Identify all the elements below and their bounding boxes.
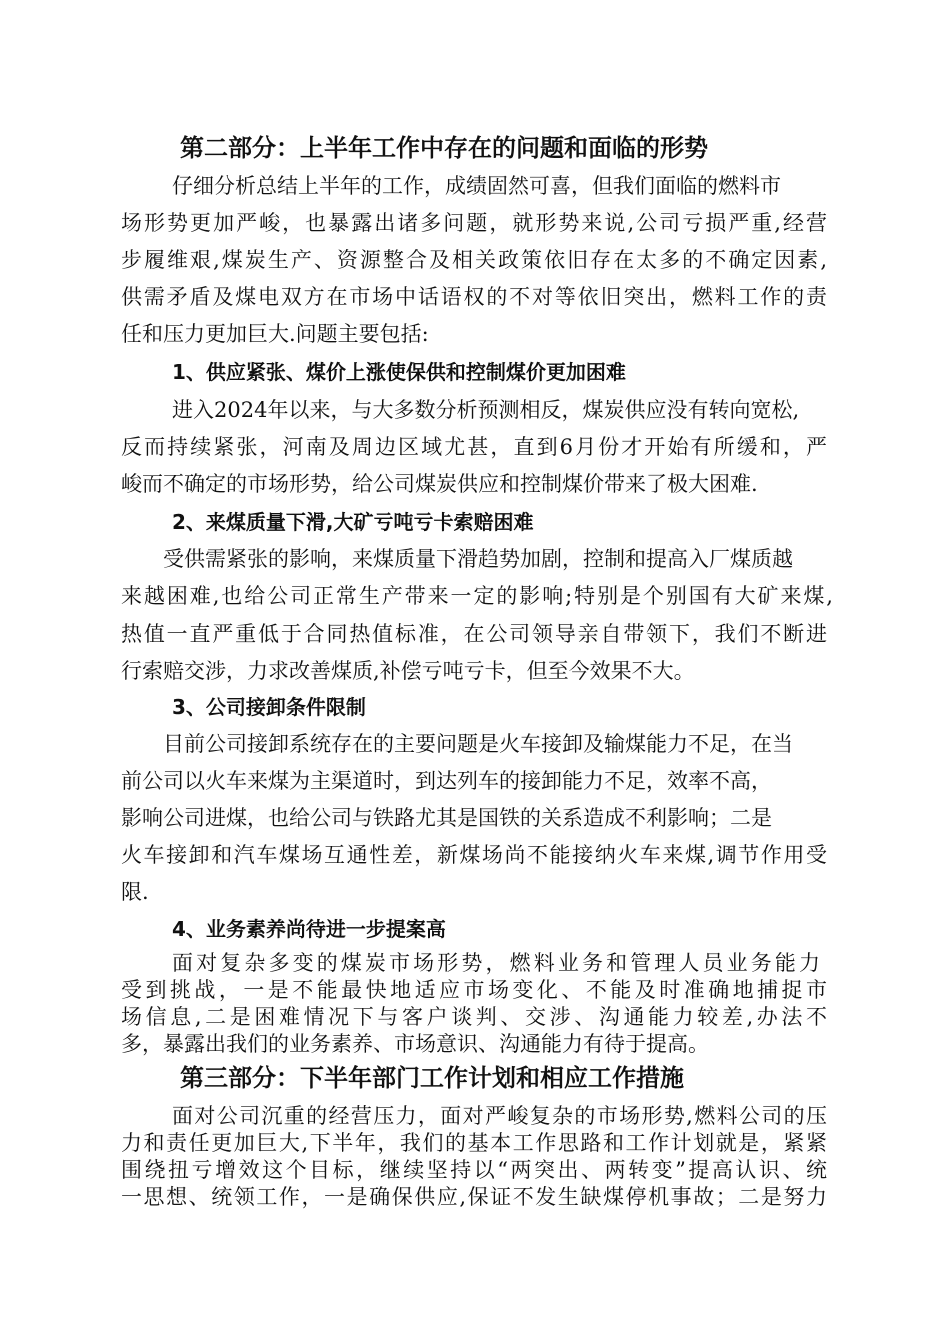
item1-line: 峻而不确定的市场形势，给公司煤炭供应和控制煤价带来了极大困难. [121, 472, 758, 496]
item3-line: 前公司以火车来煤为主渠道时，到达列车的接卸能力不足，效率不高， [121, 769, 772, 793]
item2-line: 行索赔交涉，力求改善煤质,补偿亏吨亏卡，但至今效果不大。 [121, 659, 695, 683]
item4-heading: 4、业务素养尚待进一步提案高 [172, 917, 446, 941]
item4-line: 多，暴露出我们的业务素养、市场意识、沟通能力有待于提高。 [121, 1032, 709, 1056]
item1-line: 反而持续紧张，河南及周边区域尤甚，直到6月份才开始有所缓和，严 [121, 435, 827, 459]
item3-line: 限. [121, 880, 149, 904]
section2-intro-line: 任和压力更加巨大.问题主要包括: [121, 322, 429, 346]
section3-line: 面对公司沉重的经营压力，面对严峻复杂的市场形势,燃料公司的压 [172, 1104, 827, 1128]
item2-line: 热值一直严重低于合同热值标准，在公司领导亲自带领下，我们不断进 [121, 622, 827, 646]
item1-heading: 1、供应紧张、煤价上涨使保供和控制煤价更加困难 [172, 360, 626, 384]
section2-intro-line: 仔细分析总结上半年的工作，成绩固然可喜，但我们面临的燃料市 [172, 174, 781, 198]
section3-line: 力和责任更加巨大,下半年，我们的基本工作思路和工作计划就是，紧紧 [121, 1131, 827, 1155]
section2-intro-line: 供需矛盾及煤电双方在市场中话语权的不对等依旧突出，燃料工作的责 [121, 285, 827, 309]
item1-line: 进入2024年以来，与大多数分析预测相反，煤炭供应没有转向宽松, [172, 398, 800, 422]
item3-line: 影响公司进煤，也给公司与铁路尤其是国铁的关系造成不利影响；二是 [121, 806, 772, 830]
section2-title: 第二部分：上半年工作中存在的问题和面临的形势 [180, 134, 708, 162]
section3-line: 一思想、统领工作，一是确保供应,保证不发生缺煤停机事故；二是努力 [121, 1185, 827, 1209]
section3-title: 第三部分：下半年部门工作计划和相应工作措施 [180, 1064, 684, 1092]
section3-line: 围绕扭亏增效这个目标，继续坚持以“两突出、两转变”提高认识、统 [121, 1158, 827, 1182]
item4-line: 受到挑战，一是不能最快地适应市场变化、不能及时准确地捕捉市 [121, 978, 827, 1002]
item2-heading: 2、来煤质量下滑,大矿亏吨亏卡索赔困难 [172, 510, 534, 534]
item4-line: 面对复杂多变的煤炭市场形势，燃料业务和管理人员业务能力 [172, 951, 820, 975]
section2-intro-line: 场形势更加严峻，也暴露出诸多问题，就形势来说,公司亏损严重,经营 [121, 211, 827, 235]
item2-line: 受供需紧张的影响，来煤质量下滑趋势加剧，控制和提高入厂煤质越 [163, 547, 793, 571]
item3-line: 火车接卸和汽车煤场互通性差，新煤场尚不能接纳火车来煤,调节作用受 [121, 843, 827, 867]
item4-line: 场信息,二是困难情况下与客户谈判、交涉、沟通能力较差,办法不 [121, 1005, 827, 1029]
section2-intro-line: 步履维艰,煤炭生产、资源整合及相关政策依旧存在太多的不确定因素, [121, 248, 827, 272]
item3-heading: 3、公司接卸条件限制 [172, 695, 366, 719]
item3-line: 目前公司接卸系统存在的主要问题是火车接卸及输煤能力不足，在当 [163, 732, 793, 756]
item2-line: 来越困难,也给公司正常生产带来一定的影响;特别是个别国有大矿来煤, [121, 584, 833, 608]
